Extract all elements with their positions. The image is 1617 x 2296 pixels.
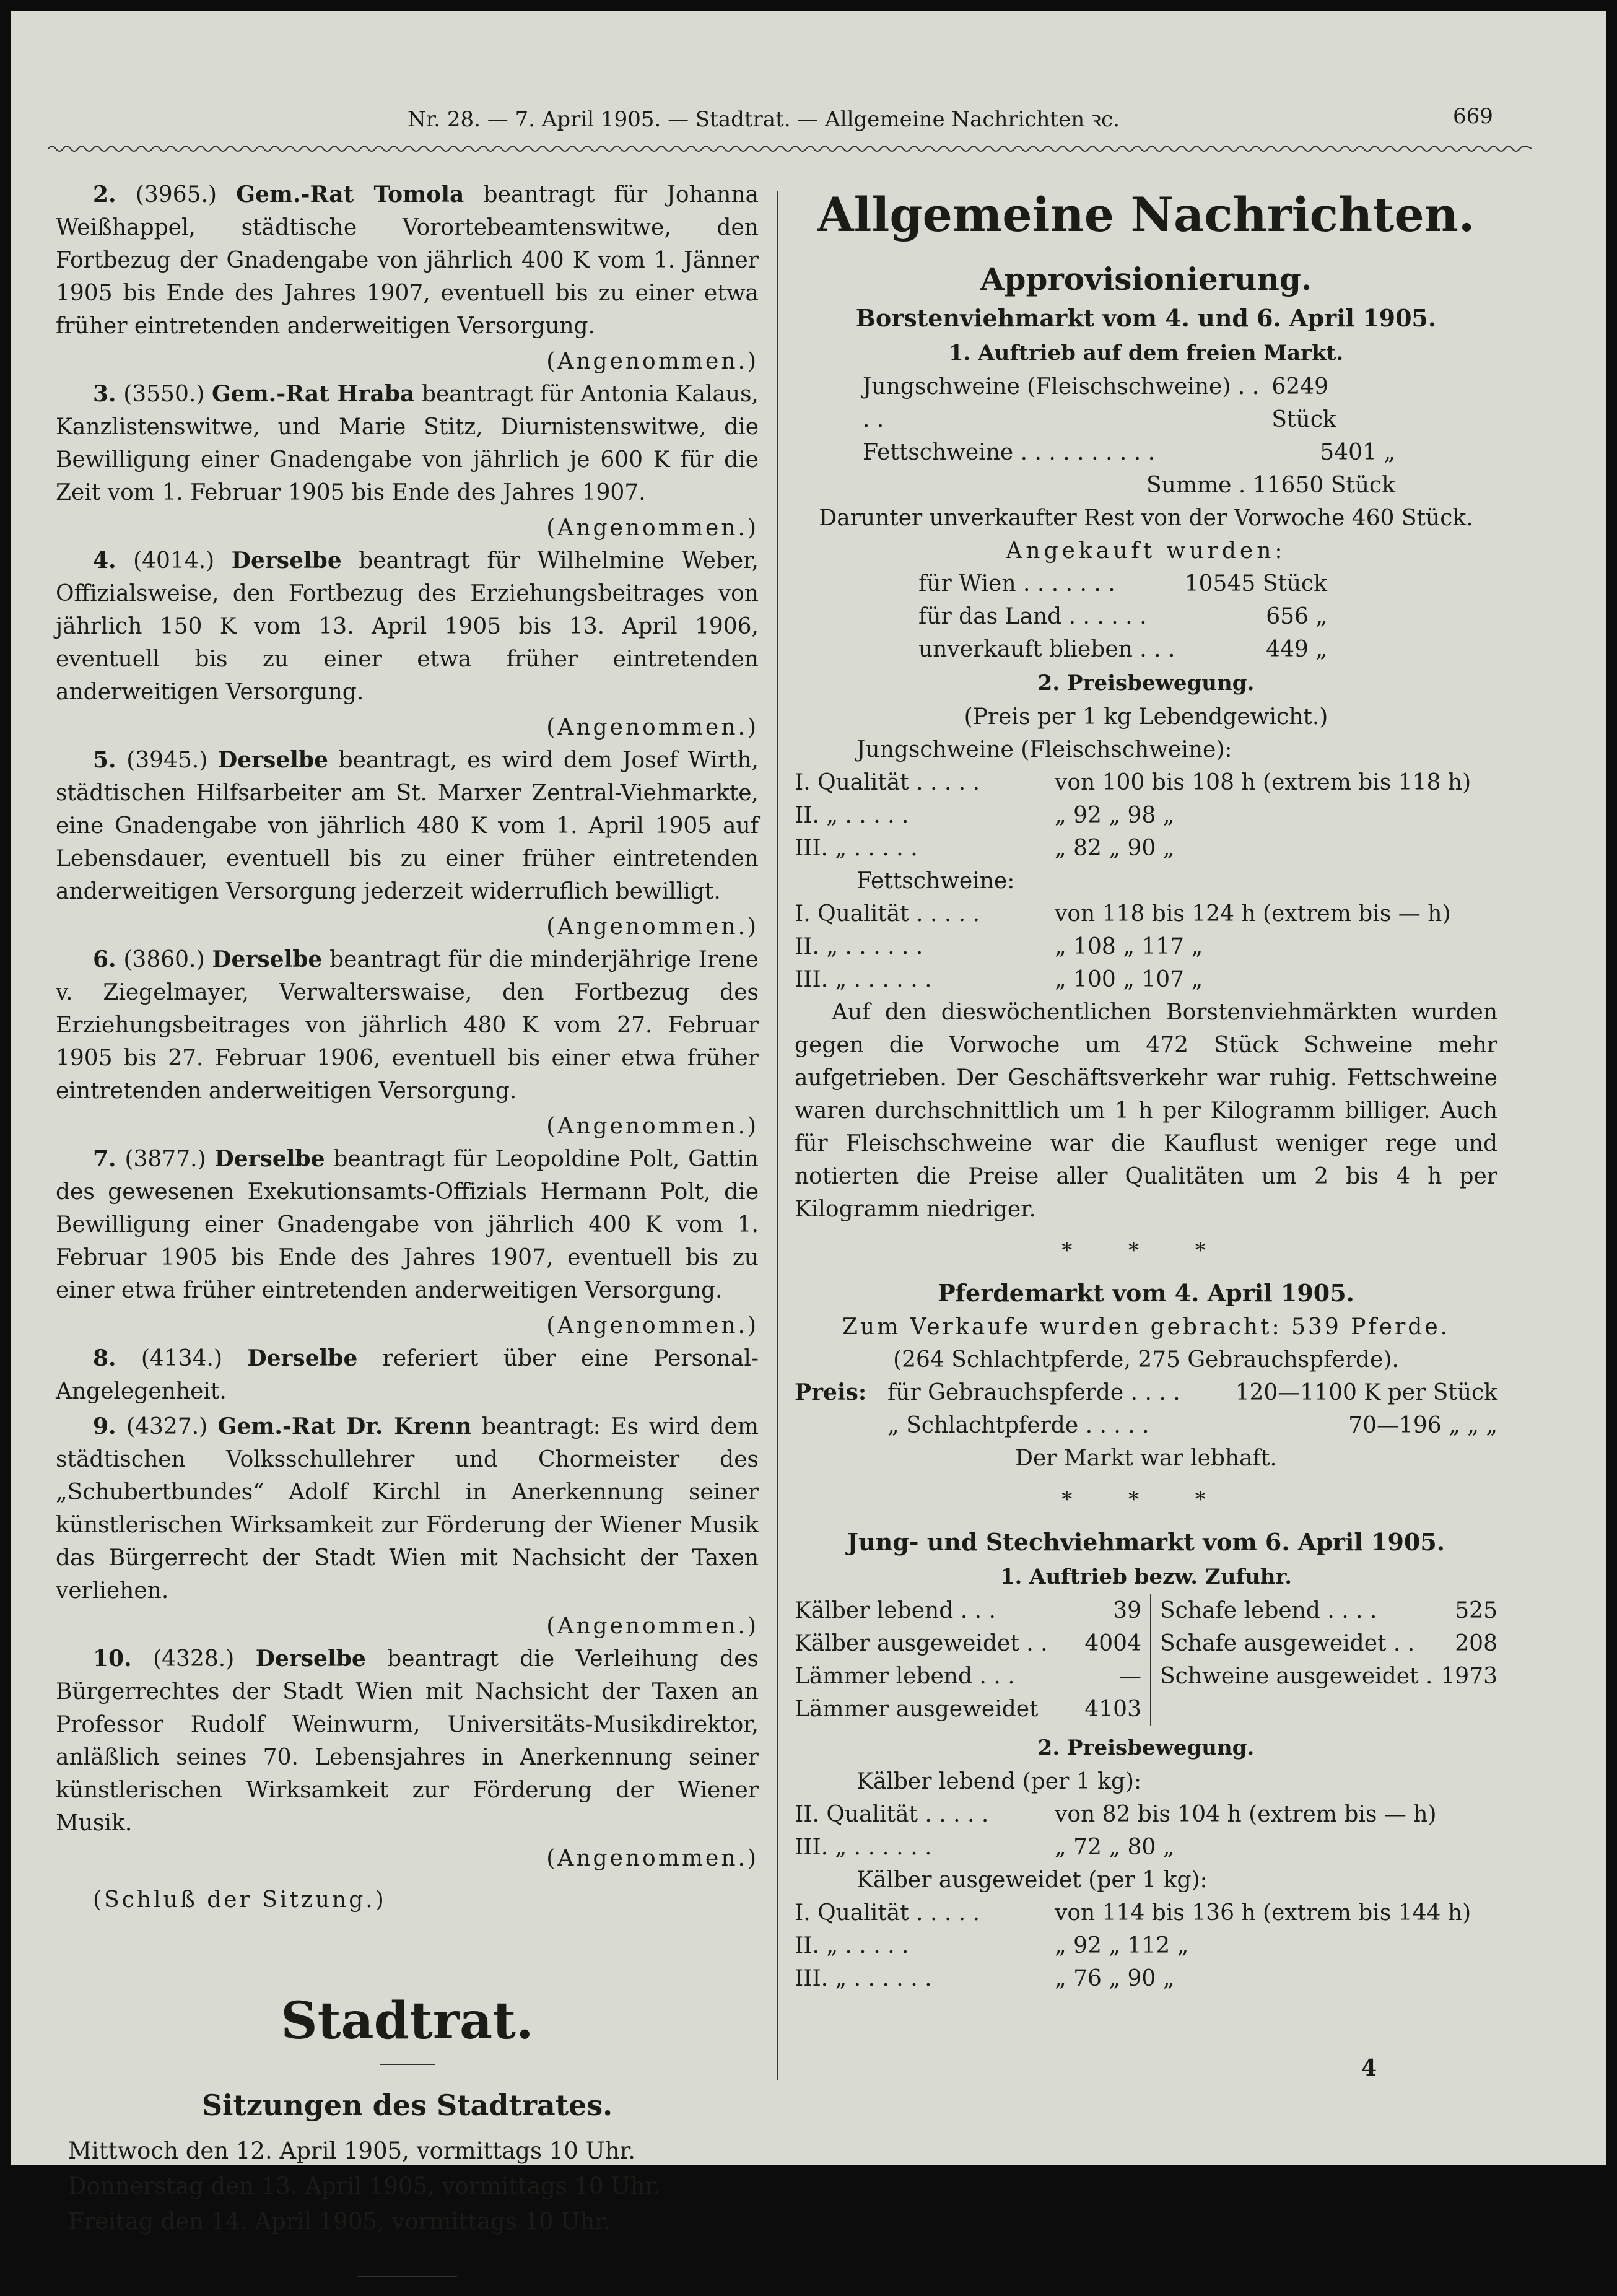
table-row: für Gebrauchspferde . . . . 120—1100 K per Stück <box>887 1380 1497 1405</box>
motion-number: 6. <box>93 946 116 972</box>
motion-speaker: Derselbe <box>255 1646 366 1672</box>
table-row: für das Land . . . . . . 656 „ <box>918 604 1327 629</box>
table-row: Kälber lebend . . . 39 <box>795 1598 1141 1623</box>
motion-number: 7. <box>93 1146 116 1172</box>
table-row: I. Qualität . . . . . von 118 bis 124 h (extrem bis — h) <box>795 901 1451 927</box>
divider-stars: * * * <box>1061 1238 1231 1263</box>
motion-item <box>56 1410 759 1607</box>
pferde-line: Zum Verkaufe wurden gebracht: 539 Pferde. <box>842 1314 1450 1340</box>
motion-number: 3. <box>93 381 116 407</box>
motion-item <box>56 544 759 709</box>
motion-speaker: Derselbe <box>217 747 328 773</box>
motion-status: (Angenommen.) <box>546 1313 759 1338</box>
table-row: III. „ . . . . . . „ 76 „ 90 „ <box>795 1966 1175 1991</box>
table-row: Schweine ausgeweidet . 1973 <box>1160 1664 1497 1689</box>
table-row: III. „ . . . . . . „ 100 „ 107 „ <box>795 967 1203 992</box>
right-column <box>795 178 1497 1995</box>
session-entry: Mittwoch den 12. April 1905, vormittags 10 Uhr. <box>68 2137 635 2164</box>
pferde-prices <box>795 1376 1497 1442</box>
zufuhr-table <box>795 1594 1497 1726</box>
header-wavy-rule <box>48 142 1532 155</box>
table-row: II. „ . . . . . . „ 108 „ 117 „ <box>795 934 1203 959</box>
left-column <box>56 178 759 2296</box>
table-row: Fettschweine . . . . . . . . . . 5401 „ <box>863 440 1395 465</box>
motion-ref: (4134.) <box>141 1346 223 1371</box>
motion-text: beantragt: Es wird dem städtischen Volksschullehrer und Chormeister des „Schubertbundes“ Adolf Kirchl in Anerkennung seiner künstlerischen Wirksamkeit zur Förderung der Wiener Musik das Bürgerrecht der Stadt Wien mit Nachsicht der Taxen verliehen. <box>56 1414 759 1604</box>
motion-status: (Angenommen.) <box>546 1114 759 1139</box>
motion-status: (Angenommen.) <box>546 349 759 374</box>
running-header: Nr. 28. — 7. April 1905. — Stadtrat. — Allgemeine Nachrichten ꝛc. <box>408 107 1120 132</box>
motion-status: (Angenommen.) <box>546 1846 759 1871</box>
table-row: Lämmer ausgeweidet 4103 <box>795 1696 1141 1722</box>
table-row: II. Qualität . . . . . von 82 bis 104 h (extrem bis — h) <box>795 1802 1437 1827</box>
table-row: Jungschweine (Fleischschweine) . . . . 6249 Stück <box>863 374 1336 432</box>
motion-item <box>56 378 759 509</box>
table-row: I. Qualität . . . . . von 100 bis 108 h (extrem bis 118 h) <box>795 770 1471 795</box>
table-row: II. „ . . . . . „ 92 „ 112 „ <box>795 1933 1189 1958</box>
signature-mark: 4 <box>1361 2055 1377 2081</box>
motion-text: beantragt für die minderjährige Irene v. Ziegelmayer, Verwalterswaise, den Fortbezug des Erziehungsbeitrages von jährlich 480 K vom 27. Februar 1905 bis 27. Februar 1906, eventuell bis einer etwa früher eintretenden anderweitigen Versorgung. <box>56 947 759 1104</box>
bought-heading: Angekauft wurden: <box>1006 538 1286 564</box>
borsten-sub2: 2. Preisbewegung. <box>1037 671 1255 696</box>
price-rows <box>795 766 1497 865</box>
motion-status: (Angenommen.) <box>546 914 759 940</box>
table-row: Schafe ausgeweidet . . 208 <box>1160 1631 1497 1656</box>
motion-number: 5. <box>93 747 116 773</box>
motion-ref: (4014.) <box>133 548 215 574</box>
price-label: Preis: <box>795 1379 867 1405</box>
motion-ref: (3550.) <box>123 382 205 407</box>
motion-speaker: Gem.-Rat Tomola <box>236 181 464 207</box>
sum-row: Summe . 11650 Stück <box>1146 473 1395 498</box>
motion-number: 8. <box>93 1345 116 1371</box>
motion-item <box>56 1643 759 1840</box>
motion-item <box>56 943 759 1107</box>
motion-text: referiert über eine Personal-Angelegenheit. <box>56 1346 759 1404</box>
page-number: 669 <box>1453 104 1493 129</box>
column-divider <box>777 191 778 2080</box>
motion-item <box>56 1143 759 1307</box>
borsten-sub1: 1. Auftrieb auf dem freien Markt. <box>948 341 1344 365</box>
price-note: (Preis per 1 kg Lebendgewicht.) <box>964 704 1328 730</box>
motion-list <box>56 178 759 1875</box>
price-group-label: Kälber ausgeweidet (per 1 kg): <box>856 1867 1208 1893</box>
motion-speaker: Gem.-Rat Dr. Krenn <box>217 1413 472 1439</box>
jung-sub1: 1. Auftrieb bezw. Zufuhr. <box>1000 1565 1292 1589</box>
motion-text: beantragt für Leopoldine Polt, Gattin des gewesenen Exekutionsamts-Offizials Hermann Polt, die Bewilligung einer Gnadengabe von jährlich 400 K vom 1. Februar 1905 bis Ende des Jahres 1907, eventuell bis zu einer etwa früher eintretenden anderweitigen Versorgung. <box>56 1146 759 1303</box>
divider-stars: * * * <box>1061 1487 1231 1512</box>
price-rows <box>795 897 1497 996</box>
motion-item <box>56 1342 759 1408</box>
motion-ref: (3965.) <box>135 182 217 207</box>
section-title: Allgemeine Nachrichten. <box>817 187 1475 242</box>
motion-speaker: Gem.-Rat Hraba <box>211 381 415 407</box>
session-entry: Donnerstag den 13. April 1905, vormittags 10 Uhr. <box>68 2173 661 2199</box>
market-report: Auf den dieswöchentlichen Borstenviehmärkten wurden gegen die Vorwoche um 472 Stück Schweine mehr aufgetrieben. Der Geschäftsverkehr war ruhig. Fettschweine waren durchschnittlich um 1 h per Kilogramm billiger. Auch für Fleischschweine war die Kauflust weniger rege und notierten die Preise aller Qualitäten um 2 bis 4 h per Kilogramm niedriger. <box>795 1000 1497 1222</box>
session-list <box>68 2133 759 2239</box>
motion-status: (Angenommen.) <box>546 515 759 541</box>
motion-item <box>56 744 759 908</box>
motion-text: beantragt für Wilhelmine Weber, Offizialsweise, den Fortbezug des Erziehungsbeitrages von jährlich 150 K vom 13. April 1905 bis 13. April 1906, eventuell bis zu einer etwa früher eintretenden anderweitigen Versorgung. <box>56 548 759 705</box>
motion-item <box>56 178 759 343</box>
table-row: „ Schlachtpferde . . . . . 70—196 „ „ „ <box>887 1413 1497 1438</box>
table-row: Kälber ausgeweidet . . 4004 <box>795 1631 1141 1656</box>
motion-ref: (3877.) <box>124 1146 206 1172</box>
motion-ref: (3945.) <box>126 748 208 773</box>
motion-number: 2. <box>93 181 116 207</box>
rest-line: Darunter unverkaufter Rest von der Vorwoche 460 Stück. <box>819 505 1473 531</box>
table-row: III. „ . . . . . „ 82 „ 90 „ <box>795 836 1175 861</box>
jung-heading: Jung- und Stechviehmarkt vom 6. April 1905. <box>847 1528 1445 1556</box>
price-group-label: Fettschweine: <box>856 868 1015 894</box>
price-group-label: Jungschweine (Fleischschweine): <box>856 737 1232 762</box>
table-row: I. Qualität . . . . . von 114 bis 136 h (extrem bis 144 h) <box>795 1900 1471 1926</box>
table-row: III. „ . . . . . . „ 72 „ 80 „ <box>795 1835 1175 1860</box>
motion-number: 9. <box>93 1413 116 1439</box>
session-closing: (Schluß der Sitzung.) <box>93 1887 386 1913</box>
table-row: Schafe lebend . . . . 525 <box>1160 1598 1497 1623</box>
borsten-auftrieb <box>863 370 1395 502</box>
motion-number: 10. <box>93 1646 132 1672</box>
approvisionierung-heading: Approvisionierung. <box>980 261 1312 297</box>
table-row: unverkauft blieben . . . 449 „ <box>918 637 1327 662</box>
pferde-line: (264 Schlachtpferde, 275 Gebrauchspferde). <box>893 1347 1399 1373</box>
borsten-heading: Borstenviehmarkt vom 4. und 6. April 1905. <box>855 304 1437 332</box>
motion-text: beantragt die Verleihung des Bürgerrechtes der Stadt Wien mit Nachsicht der Taxen an Professor Rudolf Weinwurm, Universitäts-Musikdirektor, anläßlich seines 70. Lebensjahres in Anerkennung seiner künstlerischen Wirksamkeit zur Förderung der Wiener Musik. <box>56 1646 759 1836</box>
pferde-closing: Der Markt war lebhaft. <box>1015 1446 1277 1471</box>
motion-status: (Angenommen.) <box>546 1613 759 1639</box>
motion-number: 4. <box>93 548 116 574</box>
motion-speaker: Derselbe <box>212 946 323 972</box>
motion-speaker: Derselbe <box>247 1345 358 1371</box>
motion-ref: (3860.) <box>123 947 205 972</box>
jung-sub2: 2. Preisbewegung. <box>1037 1735 1255 1760</box>
table-divider <box>1150 1594 1151 1726</box>
table-row: Lämmer lebend . . . — <box>795 1664 1141 1689</box>
session-entry: Freitag den 14. April 1905, vormittags 10 Uhr. <box>68 2208 611 2235</box>
motion-text: beantragt für Antonia Kalaus, Kanzlistenswitwe, und Marie Stitz, Diurnistenswitwe, die Bewilligung einer Gnadengabe von jährlich je 600 K für die Zeit vom 1. Februar 1905 bis Ende des Jahres 1907. <box>56 382 759 505</box>
motion-speaker: Derselbe <box>214 1146 325 1172</box>
motion-speaker: Derselbe <box>231 548 342 574</box>
end-rule <box>358 2276 457 2277</box>
motion-ref: (4327.) <box>126 1414 208 1439</box>
title-rule <box>380 2064 435 2065</box>
motion-text: beantragt, es wird dem Josef Wirth, städtischen Hilfsarbeiter am St. Marxer Zentral-Viehmarkte, eine Gnadengabe von jährlich 480 K vom 1. April 1905 auf Lebensdauer, eventuell bis zu einer früher eintretenden anderweitigen Versorgung jederzeit widerruflich bewilligt. <box>56 748 759 904</box>
table-row: II. „ . . . . . „ 92 „ 98 „ <box>795 803 1175 828</box>
stadtrat-title: Stadtrat. <box>281 1991 534 2051</box>
pferde-heading: Pferdemarkt vom 4. April 1905. <box>938 1279 1354 1307</box>
motion-text: beantragt für Johanna Weißhappel, städtische Vorortebeamtenswitwe, den Fortbezug der Gnadengabe von jährlich 400 K vom 1. Jänner 1905 bis Ende des Jahres 1907, eventuell bis zu einer etwa früher eintretenden anderweitigen Versorgung. <box>56 182 759 339</box>
price-group-label: Kälber lebend (per 1 kg): <box>856 1769 1142 1794</box>
bought-list <box>918 567 1327 666</box>
sessions-title: Sitzungen des Stadtrates. <box>201 2089 613 2122</box>
motion-status: (Angenommen.) <box>546 715 759 740</box>
motion-ref: (4328.) <box>153 1646 235 1672</box>
table-row: für Wien . . . . . . . 10545 Stück <box>918 571 1327 596</box>
newspaper-page <box>11 11 1606 2235</box>
